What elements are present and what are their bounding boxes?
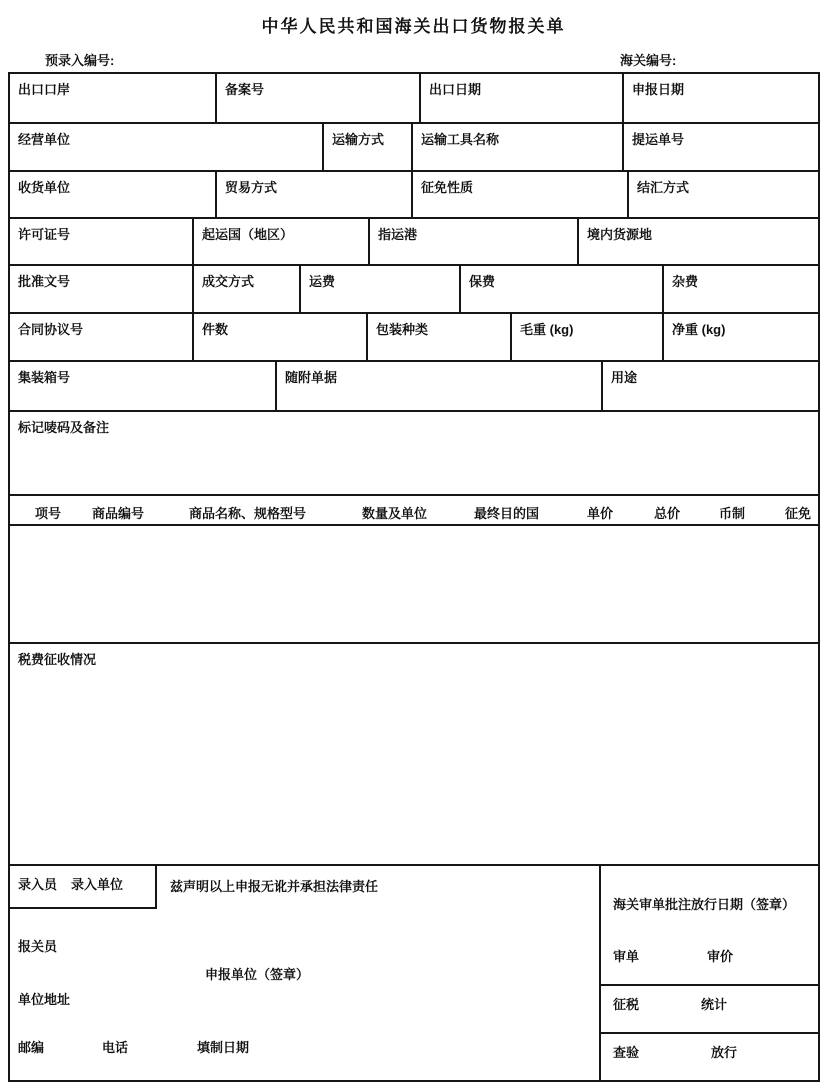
field-record-no: [215, 74, 419, 122]
goods-header-row: [10, 494, 818, 524]
taxation-cell: [601, 984, 818, 1032]
field-settlement-mode: [627, 170, 818, 217]
field-declare-date-label: 申报日期: [632, 82, 685, 97]
field-insurance: [459, 264, 662, 312]
field-operating-unit: [10, 122, 322, 170]
inspection-label: 查验: [613, 1045, 640, 1060]
field-transport-mode: [322, 122, 411, 170]
field-misc-fees-label: 杂费: [672, 274, 699, 289]
field-record-no-label: 备案号: [225, 82, 265, 97]
goods-col-commodity-no: 商品编号: [92, 506, 145, 521]
footer-section: [10, 864, 818, 1080]
goods-col-unit-price: 单价: [587, 506, 614, 521]
field-bill-no-label: 提运单号: [632, 132, 685, 147]
field-declare-date: [622, 74, 818, 122]
field-domestic-source-label: 境内货源地: [587, 227, 653, 242]
field-container-no: [10, 360, 275, 410]
field-transport-name-label: 运输工具名称: [421, 132, 500, 147]
field-packing-type: [366, 312, 510, 360]
field-tax-collection: [10, 642, 818, 864]
goods-col-name-spec: 商品名称、规格型号: [189, 506, 307, 521]
field-misc-fees: [662, 264, 818, 312]
field-levy-nature: [411, 170, 627, 217]
goods-col-currency: 币制: [719, 506, 746, 521]
unit-address-label: 单位地址: [18, 992, 71, 1007]
field-packages-label: 件数: [202, 322, 229, 337]
goods-col-levy: 征免: [785, 506, 812, 521]
field-container-no-label: 集装箱号: [18, 370, 71, 385]
taxation-label: 征税: [613, 997, 640, 1012]
statistics-label: 统计: [701, 997, 728, 1012]
field-packing-type-label: 包装种类: [376, 322, 429, 337]
field-levy-nature-label: 征免性质: [421, 180, 474, 195]
field-freight-label: 运费: [309, 274, 336, 289]
field-marks-remarks-label: 标记唛码及备注: [18, 420, 110, 435]
goods-entry-area: [10, 524, 818, 642]
declaration-statement: 兹声明以上申报无讹并承担法律责任: [170, 879, 379, 894]
price-review-label: 审价: [707, 949, 734, 964]
release-label: 放行: [711, 1045, 738, 1060]
field-freight: [299, 264, 459, 312]
field-export-date-label: 出口日期: [429, 82, 482, 97]
field-contract-no: [10, 312, 192, 360]
field-trade-mode: [215, 170, 411, 217]
field-departure-country-label: 起运国（地区）: [202, 227, 294, 242]
field-purpose: [601, 360, 818, 410]
field-approval-no-label: 批准文号: [18, 274, 71, 289]
field-destination-port: [368, 217, 577, 264]
field-contract-no-label: 合同协议号: [18, 322, 84, 337]
declaring-unit-label: 申报单位（签章）: [205, 967, 310, 982]
field-license-no-label: 许可证号: [18, 227, 71, 242]
field-operating-unit-label: 经营单位: [18, 132, 71, 147]
field-net-weight: [662, 312, 818, 360]
goods-col-item-no: 项号: [35, 506, 62, 521]
field-packages: [192, 312, 366, 360]
field-attached-docs-label: 随附单据: [285, 370, 338, 385]
field-insurance-label: 保费: [469, 274, 496, 289]
field-net-weight-label: 净重 (kg): [672, 322, 726, 337]
declaration-table: [8, 72, 820, 1082]
field-export-date: [419, 74, 622, 122]
field-gross-weight-label: 毛重 (kg): [520, 322, 574, 337]
goods-col-final-dest: 最终目的国: [474, 506, 540, 521]
field-purpose-label: 用途: [611, 370, 638, 385]
entry-clerk-box: [10, 866, 157, 909]
customs-release-label: 海关审单批注放行日期（签章）: [613, 897, 796, 912]
field-transaction-mode-label: 成交方式: [202, 274, 255, 289]
goods-col-total-price: 总价: [654, 506, 681, 521]
field-receiving-unit-label: 收货单位: [18, 180, 71, 195]
field-bill-no: [622, 122, 818, 170]
field-receiving-unit: [10, 170, 215, 217]
goods-col-qty-unit: 数量及单位: [362, 506, 428, 521]
fill-date-label: 填制日期: [197, 1040, 250, 1055]
customs-use-column: [599, 866, 818, 1082]
field-trade-mode-label: 贸易方式: [225, 180, 278, 195]
field-departure-country: [192, 217, 368, 264]
entry-unit-label: 录入单位: [71, 877, 124, 892]
field-transaction-mode: [192, 264, 299, 312]
field-attached-docs: [275, 360, 601, 410]
form-title: 中华人民共和国海关出口货物报关单: [261, 17, 566, 36]
field-transport-mode-label: 运输方式: [332, 132, 385, 147]
field-export-port-label: 出口口岸: [18, 82, 71, 97]
field-tax-collection-label: 税费征收情况: [18, 652, 97, 667]
field-destination-port-label: 指运港: [378, 227, 418, 242]
postal-code-label: 邮编: [18, 1040, 45, 1055]
field-license-no: [10, 217, 192, 264]
declarant-label: 报关员: [18, 939, 58, 954]
field-transport-name: [411, 122, 622, 170]
field-export-port: [10, 74, 215, 122]
field-domestic-source: [577, 217, 818, 264]
entry-clerk-label: 录入员: [18, 877, 58, 892]
field-approval-no: [10, 264, 192, 312]
customs-number-label: 海关编号:: [620, 53, 677, 68]
pre-entry-number-label: 预录入编号:: [45, 53, 115, 68]
doc-review-label: 审单: [613, 949, 640, 964]
field-gross-weight: [510, 312, 662, 360]
inspection-cell: [601, 1032, 818, 1082]
field-marks-remarks: [10, 410, 818, 494]
phone-label: 电话: [102, 1040, 129, 1055]
field-settlement-mode-label: 结汇方式: [637, 180, 690, 195]
customs-release-cell: [601, 866, 818, 984]
